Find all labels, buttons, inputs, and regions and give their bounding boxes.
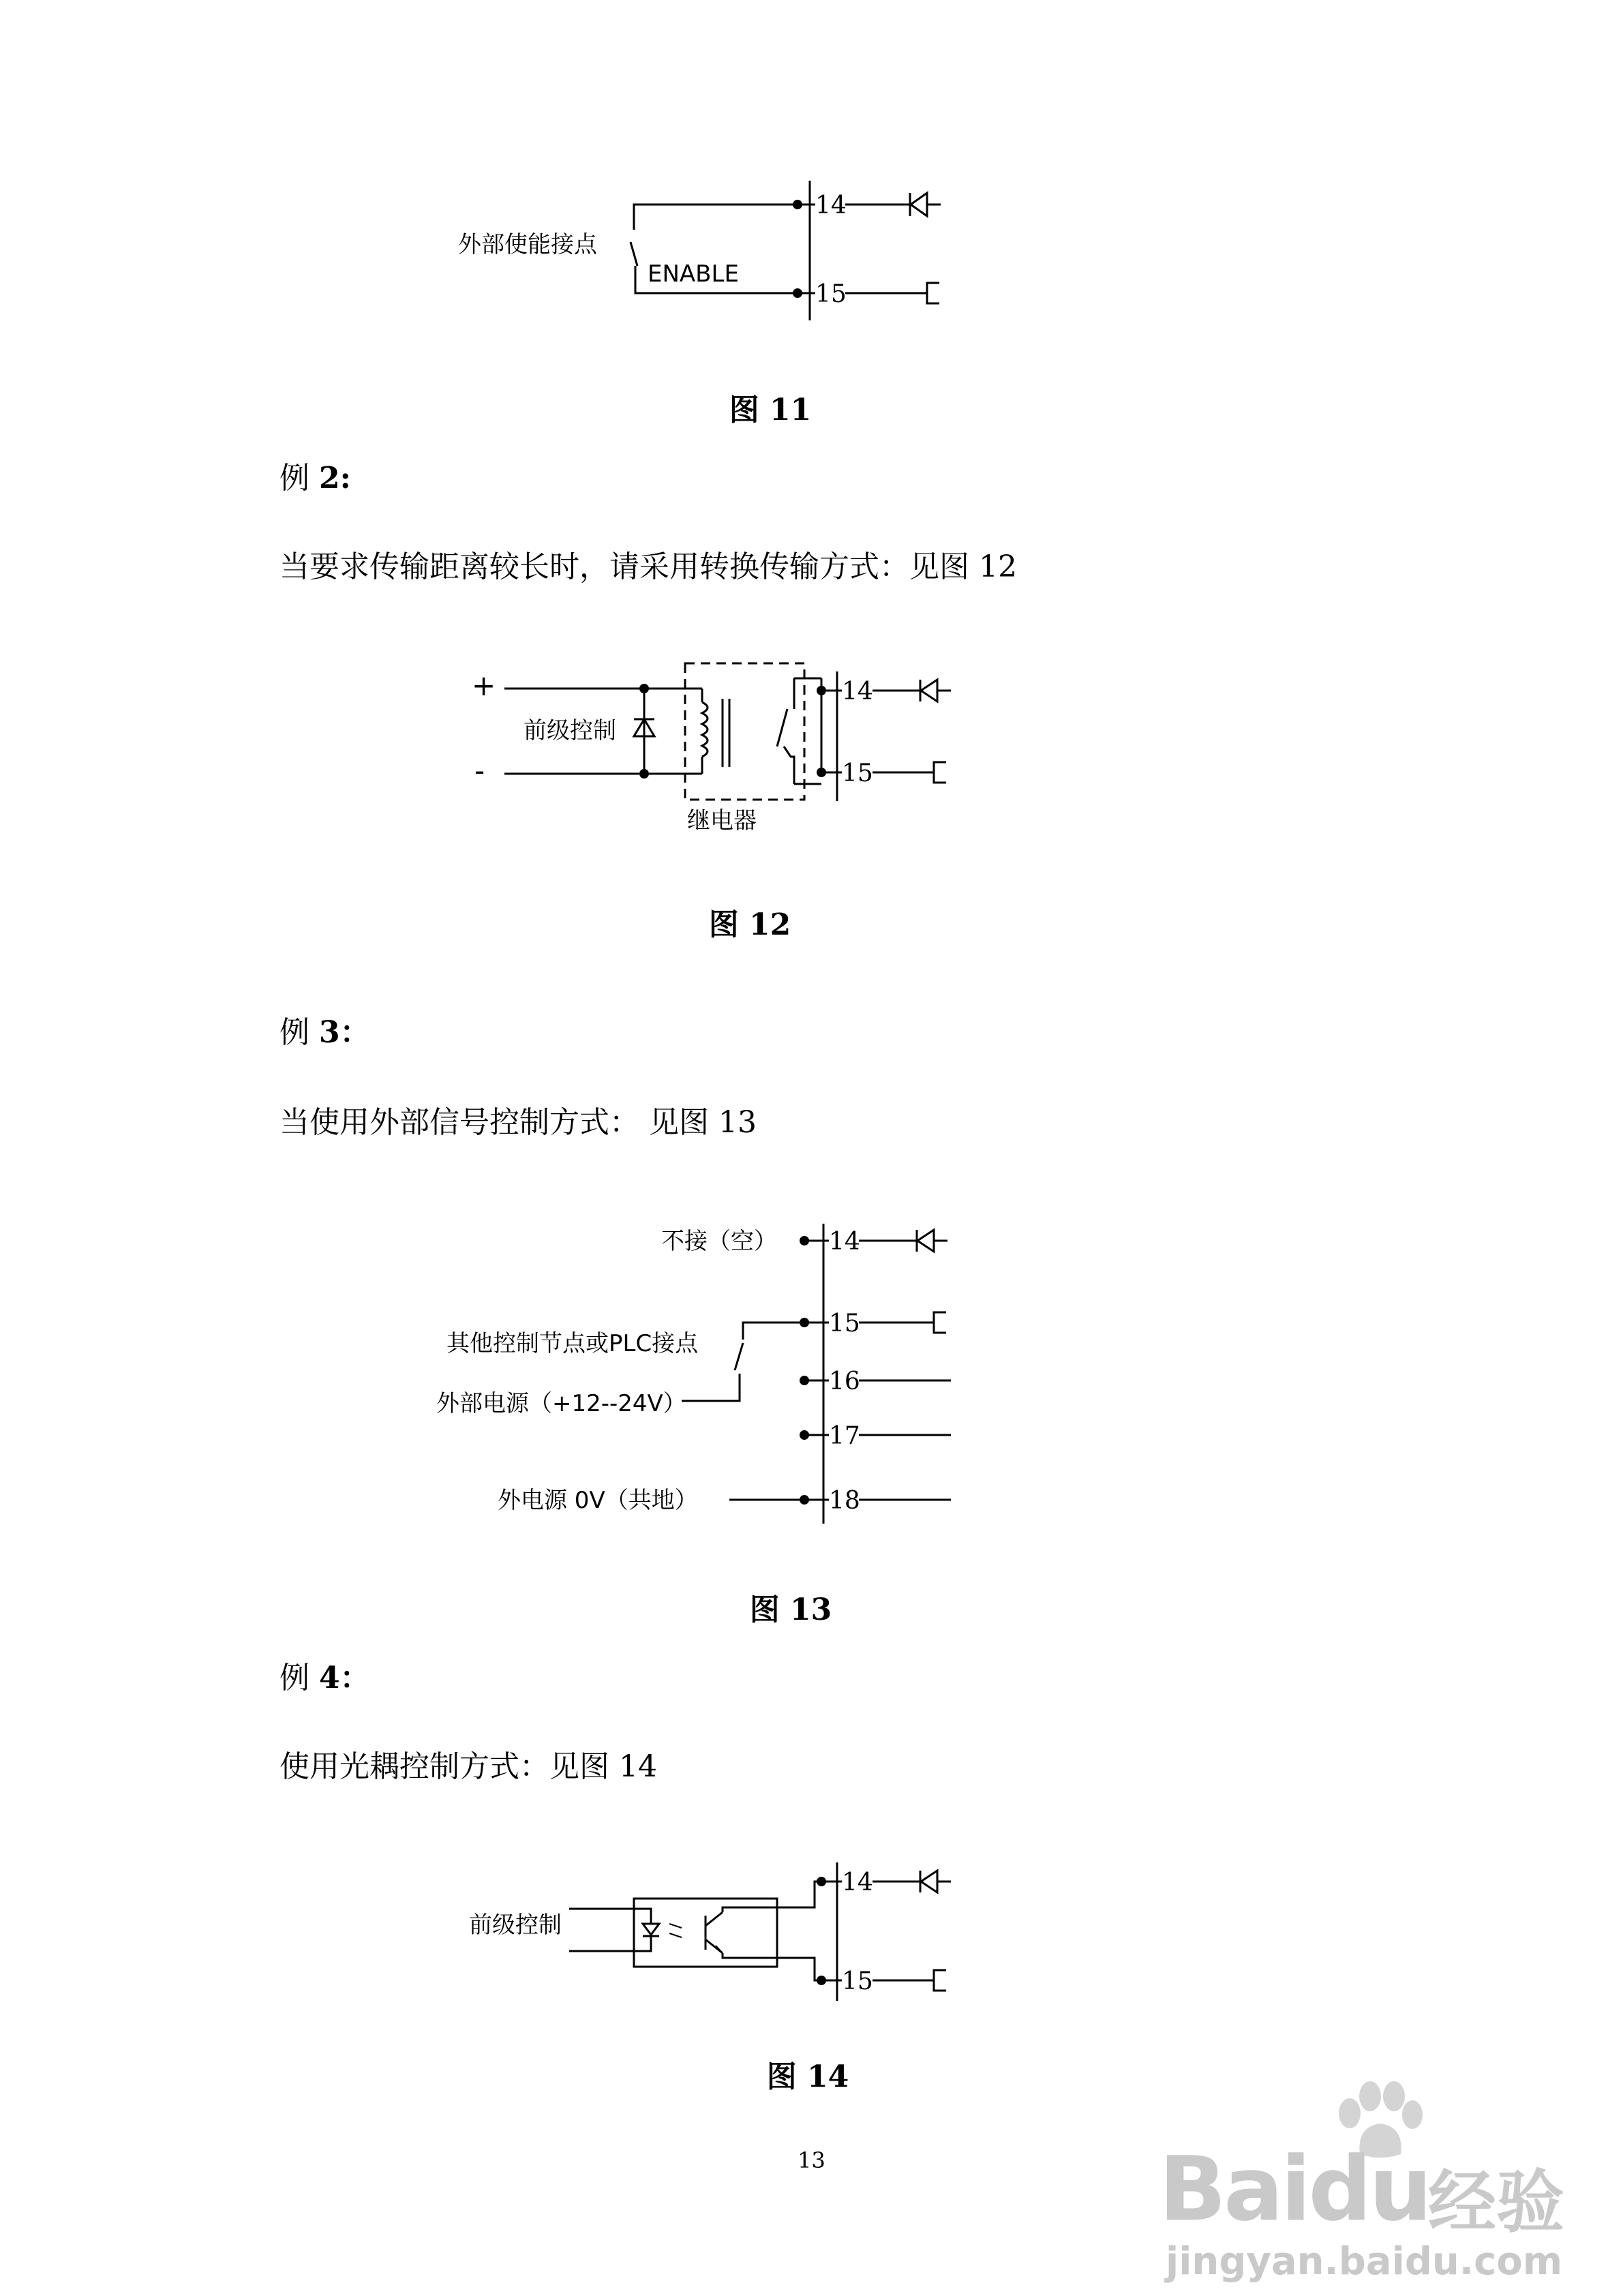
fig12-relay-box [685,663,804,800]
figure-12-diagram [450,651,982,842]
fig12-label-relay: 继电器 [687,807,757,834]
fig11-label-enable: ENABLE [648,260,739,288]
fig11-diode-icon [910,193,941,216]
fig11-caption: 图 11 [729,393,812,427]
fig12-minus-sign: - [474,754,485,787]
fig13-switch-blade [735,1343,743,1370]
fig12-flyback-diode-icon [634,689,654,774]
figure-14-diagram [450,1847,982,2004]
fig12-relay-coil-icon [702,689,729,774]
fig13-label-gnd: 外电源 0V（共地） [498,1487,698,1514]
fig14-label-ctrl: 前级控制 [469,1912,562,1939]
page-number: 13 [798,2147,825,2173]
fig13-input-bracket-icon [934,1312,946,1333]
fig13-diode-icon [917,1230,947,1252]
baidu-watermark [1159,2079,1595,2284]
fig11-pin-15: 15 [815,280,847,308]
example-3-heading: 例 3： [279,1015,370,1050]
fig11-switch-blade [631,242,637,266]
paragraph-example-3: 当使用外部信号控制方式： 见图 13 [279,1105,757,1140]
fig12-pin-15: 15 [842,759,873,787]
fig13-label-plc: 其他控制节点或PLC接点 [446,1330,699,1357]
fig12-diode-icon [920,680,951,701]
paragraph-example-2: 当要求传输距离较长时，请采用转换传输方式：见图 12 [279,549,1017,584]
fig13-pin-14: 14 [829,1228,860,1256]
figure-11-diagram [450,174,968,331]
fig13-label-power: 外部电源（+12--24V） [436,1390,686,1417]
fig14-phototransistor-icon [706,1907,777,1958]
fig12-input-bracket-icon [934,762,946,783]
fig14-diode-icon [920,1871,951,1892]
fig13-caption: 图 13 [749,1592,832,1627]
paragraph-example-4: 使用光耦控制方式：见图 14 [279,1749,657,1784]
fig13-pin-16: 16 [829,1368,860,1395]
fig11-label-contact: 外部使能接点 [458,231,597,258]
watermark-url: jingyan.baidu.com [1166,2239,1563,2284]
figure-13-diagram [395,1200,982,1527]
watermark-product: 经验 [1428,2162,1564,2242]
fig14-caption: 图 14 [766,2059,849,2094]
watermark-brand: Baidu [1159,2137,1429,2241]
fig11-pin-14: 14 [815,192,847,220]
example-2-heading: 例 2: [279,461,351,496]
fig12-relay-contact-icon [777,678,804,784]
fig12-pin-14: 14 [842,678,873,706]
fig14-pin-15: 15 [842,1967,873,1995]
fig13-label-nc: 不接（空） [661,1228,777,1255]
fig14-input-bracket-icon [934,1970,946,1991]
example-4-heading: 例 4： [279,1661,370,1695]
fig13-pin-15: 15 [829,1310,860,1338]
fig14-pin-14: 14 [842,1869,873,1897]
fig13-pin-17: 17 [829,1422,860,1450]
fig11-upper-wire [634,205,798,230]
fig14-light-arrow-icon [669,1924,682,1937]
fig14-led-icon [634,1909,659,1951]
fig11-input-bracket-icon [927,283,939,303]
fig13-pin-18: 18 [829,1487,860,1515]
fig12-caption: 图 12 [708,907,791,942]
fig12-plus-sign: + [472,669,496,702]
fig12-label-ctrl: 前级控制 [524,717,616,744]
